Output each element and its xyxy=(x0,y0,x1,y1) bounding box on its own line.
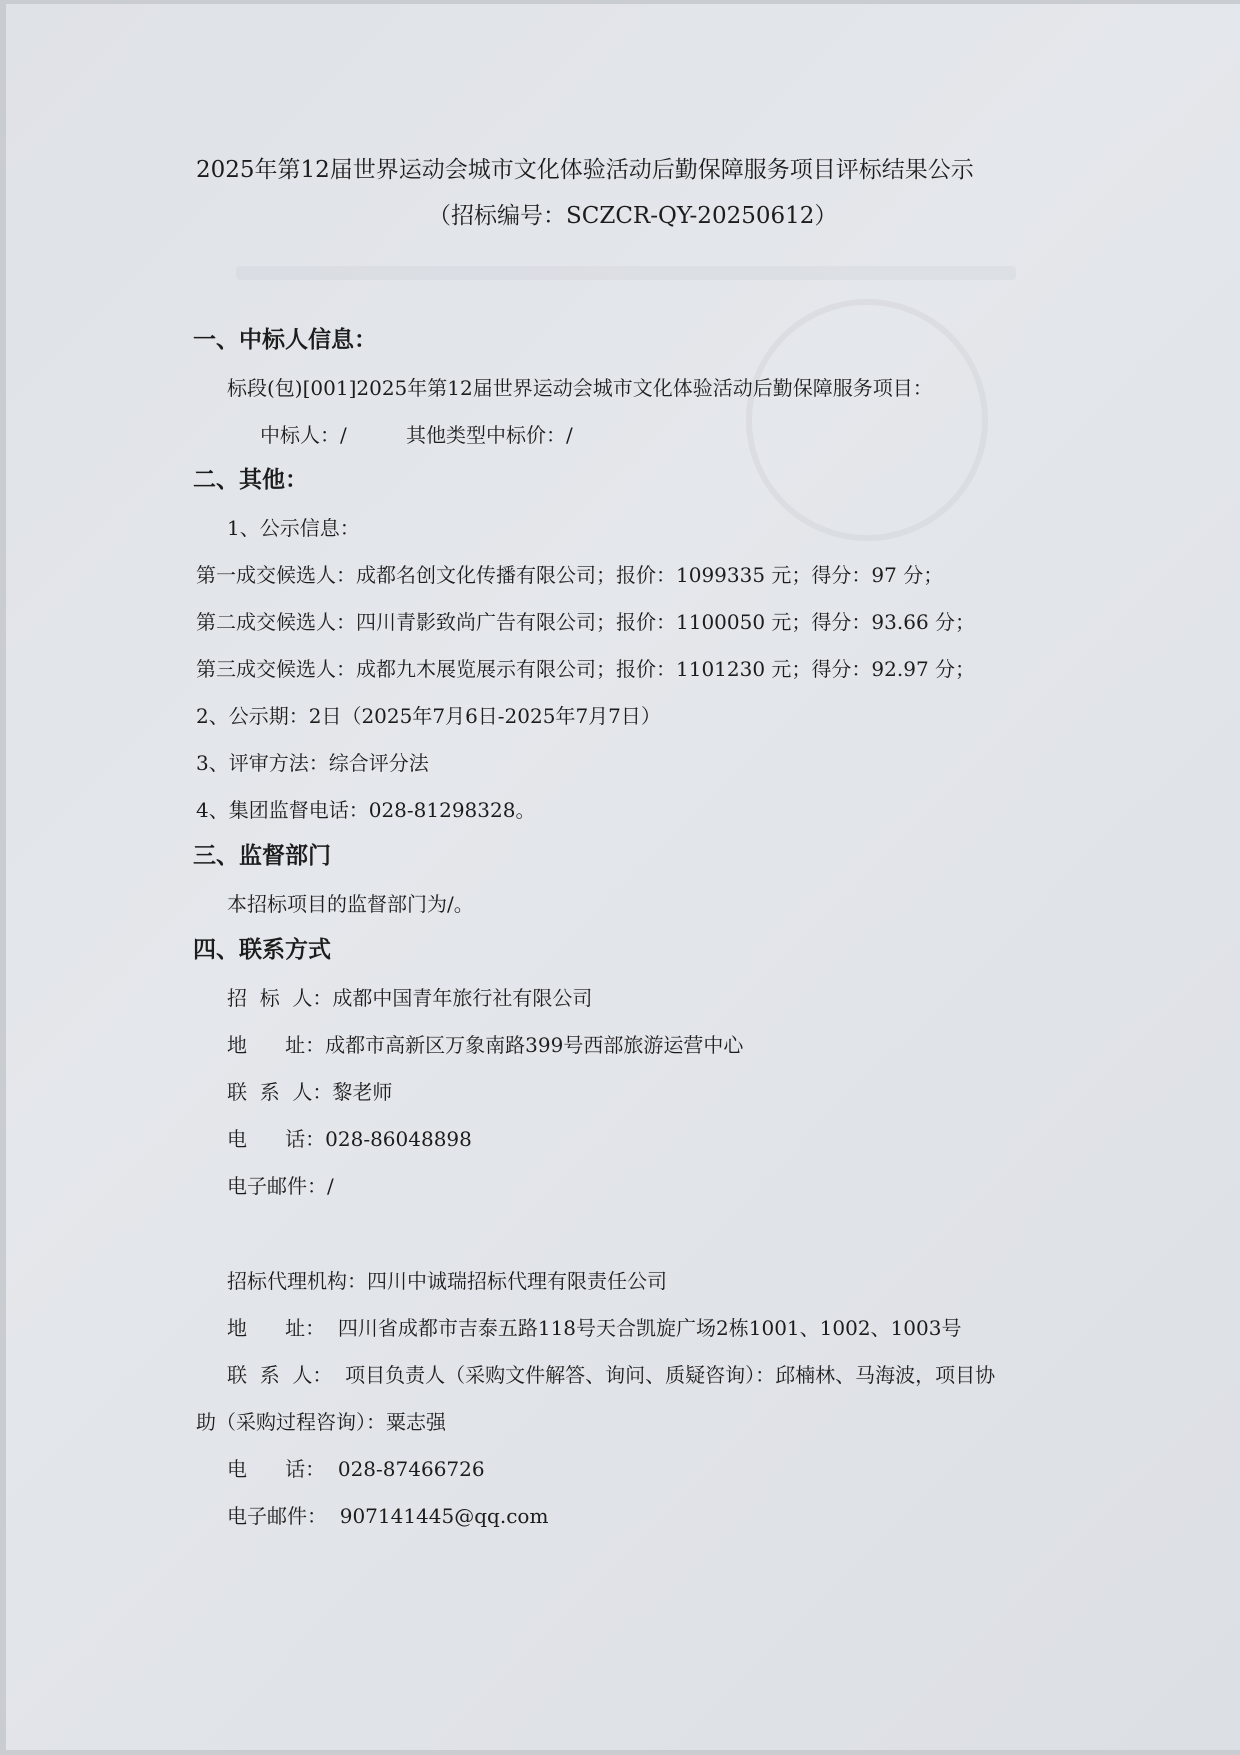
bleed-through-seal xyxy=(746,299,988,541)
winner-line: 中标人：/ xyxy=(260,423,347,447)
agency-address: 地 址： 四川省成都市吉泰五路118号天合凯旋广场2栋1001、1002、1003号 xyxy=(227,1316,962,1340)
lot-line: 标段(包)[001]2025年第12届世界运动会城市文化体验活动后勤保障服务项目： xyxy=(227,376,933,400)
agency-contact: 联 系 人： 项目负责人（采购文件解答、询问、质疑咨询）：邱楠林、马海波，项目协 xyxy=(227,1363,996,1387)
review-method: 3、评审方法：综合评分法 xyxy=(196,751,429,775)
notice-period: 2、公示期：2日（2025年7月6日-2025年7月7日） xyxy=(196,704,661,728)
supervision-dept: 本招标项目的监督部门为/。 xyxy=(227,892,474,916)
candidate-1: 第一成交候选人：成都名创文化传播有限公司；报价：1099335 元；得分：97 分； xyxy=(196,563,944,587)
doc-title: 2025年第12届世界运动会城市文化体验活动后勤保障服务项目评标结果公示 xyxy=(196,157,974,183)
tenderer-contact: 联 系 人：黎老师 xyxy=(227,1080,393,1104)
document-page xyxy=(6,4,1240,1750)
candidate-2: 第二成交候选人：四川青影致尚广告有限公司；报价：1100050 元；得分：93.66 分； xyxy=(196,610,976,634)
section-4-heading: 四、联系方式 xyxy=(193,937,331,963)
agency-email: 电子邮件： 907141445@qq.com xyxy=(227,1504,549,1528)
tenderer-name: 招 标 人：成都中国青年旅行社有限公司 xyxy=(227,986,593,1010)
bleed-through-text xyxy=(236,266,1016,280)
tenderer-email: 电子邮件：/ xyxy=(227,1174,334,1198)
agency-name: 招标代理机构：四川中诚瑞招标代理有限责任公司 xyxy=(227,1269,667,1293)
candidate-3: 第三成交候选人：成都九木展览展示有限公司；报价：1101230 元；得分：92.97 分； xyxy=(196,657,976,681)
supervision-phone: 4、集团监督电话：028-81298328。 xyxy=(196,798,536,822)
section-1-heading: 一、中标人信息： xyxy=(193,327,377,353)
agency-contact-cont: 助（采购过程咨询）：粟志强 xyxy=(196,1410,446,1434)
section-3-heading: 三、监督部门 xyxy=(193,843,331,869)
tenderer-phone: 电 话：028-86048898 xyxy=(227,1127,472,1151)
agency-phone: 电 话： 028-87466726 xyxy=(227,1457,485,1481)
notice-info-label: 1、公示信息： xyxy=(227,516,360,540)
section-2-heading: 二、其他： xyxy=(193,467,308,493)
tender-number: （招标编号：SCZCR-QY-20250612） xyxy=(428,203,838,229)
tenderer-address: 地 址：成都市高新区万象南路399号西部旅游运营中心 xyxy=(227,1033,744,1057)
other-price-line: 其他类型中标价：/ xyxy=(406,423,573,447)
